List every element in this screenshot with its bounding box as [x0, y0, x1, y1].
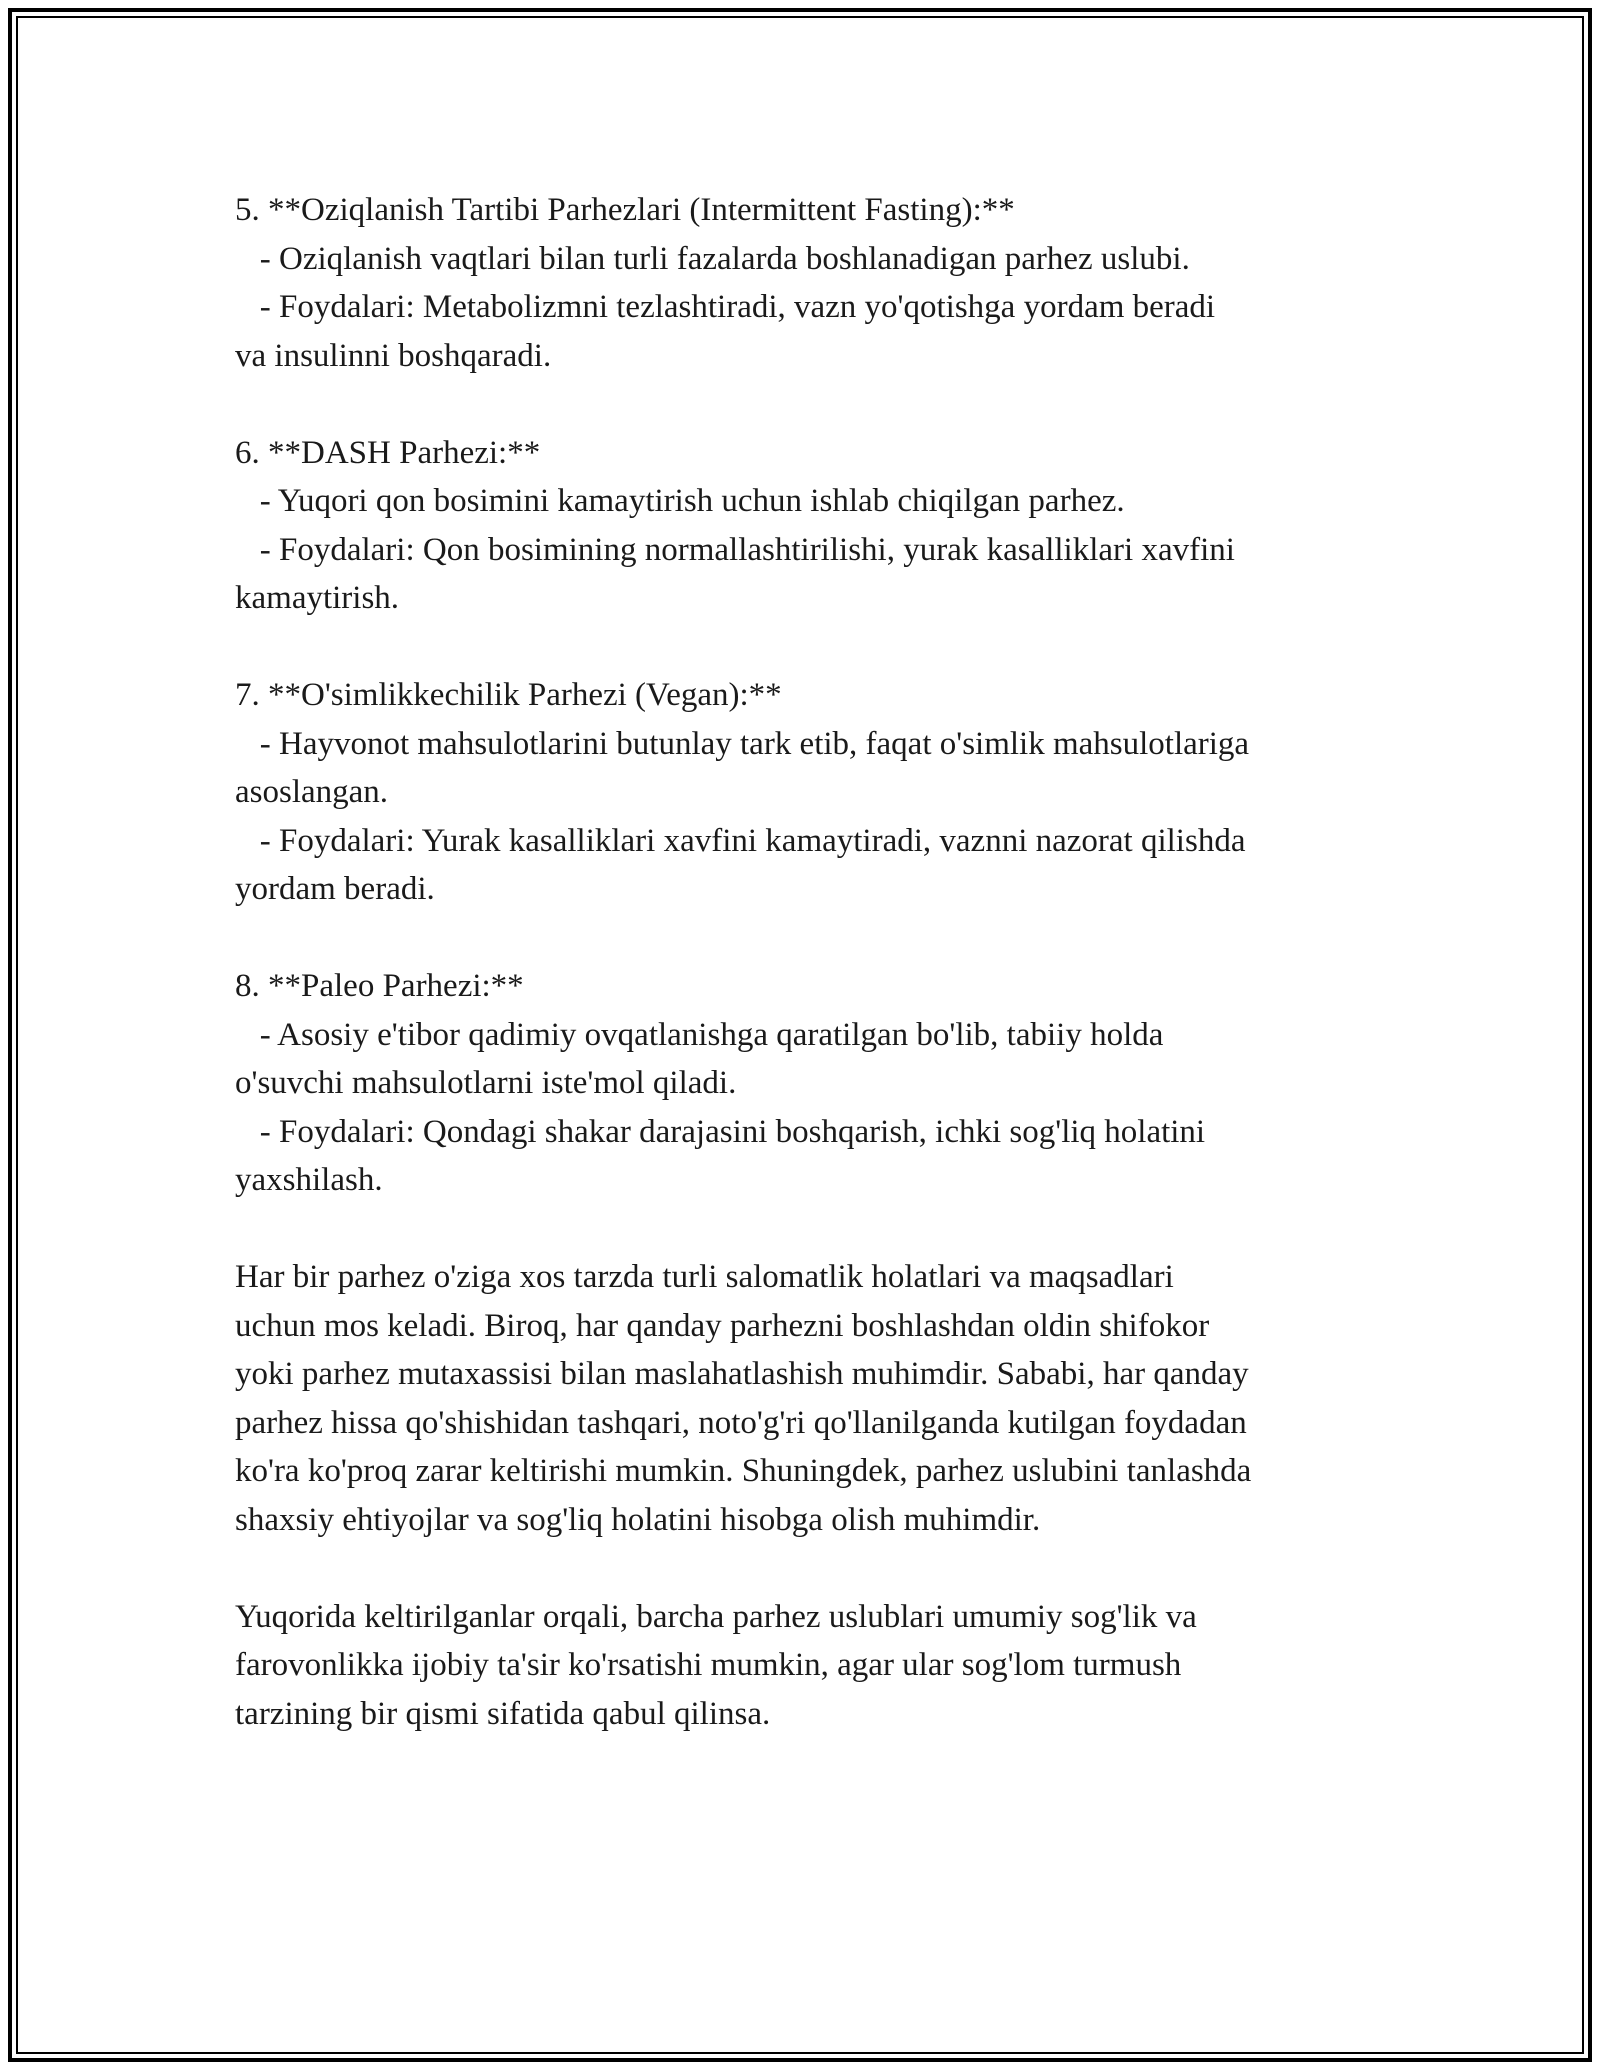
diet-benefits: - Foydalari: Qon bosimining normallashtirilishi, yurak kasalliklari xavfini	[235, 531, 1235, 568]
diet-benefits: - Foydalari: Yurak kasalliklari xavfini kamaytiradi, vaznni nazorat qilishda	[235, 822, 1246, 859]
paragraph-line: shaxsiy ehtiyojlar va sog'liq holatini hisobga olish muhimdir.	[235, 1501, 1041, 1538]
diet-description: - Hayvonot mahsulotlarini butunlay tark etib, faqat o'simlik mahsulotlariga	[235, 725, 1250, 762]
diet-description: - Asosiy e'tibor qadimiy ovqatlanishga qaratilgan bo'lib, tabiiy holda	[235, 1016, 1164, 1053]
conclusion-paragraph	[235, 1593, 1375, 1739]
document-body	[235, 186, 1375, 1787]
diet-item-5	[235, 186, 1375, 380]
diet-heading: 7. **O'simlikkechilik Parhezi (Vegan):**	[235, 677, 782, 713]
diet-benefits-continued: yaxshilash.	[235, 1162, 383, 1198]
paragraph-line: uchun mos keladi. Biroq, har qanday parhezni boshlashdan oldin shifokor	[235, 1307, 1210, 1344]
paragraph-line: tarzining bir qismi sifatida qabul qilinsa.	[235, 1695, 771, 1732]
diet-benefits: - Foydalari: Qondagi shakar darajasini boshqarish, ichki sog'liq holatini	[235, 1113, 1206, 1150]
diet-benefits: - Foydalari: Metabolizmni tezlashtiradi, vazn yo'qotishga yordam beradi	[235, 289, 1216, 325]
diet-heading: 6. **DASH Parhezi:**	[235, 434, 541, 471]
paragraph-line: ko'ra ko'proq zarar keltirishi mumkin. Shuningdek, parhez uslubini tanlashda	[235, 1453, 1252, 1489]
paragraph-line: parhez hissa qo'shishidan tashqari, noto'g'ri qo'llanilganda kutilgan foydadan	[235, 1404, 1247, 1441]
diet-heading: 8. **Paleo Parhezi:**	[235, 968, 524, 1004]
paragraph-line: farovonlikka ijobiy ta'sir ko'rsatishi mumkin, agar ular sog'lom turmush	[235, 1647, 1182, 1683]
diet-benefits-continued: yordam beradi.	[235, 871, 435, 907]
diet-description-continued: o'suvchi mahsulotlarni iste'mol qiladi.	[235, 1065, 737, 1101]
diet-description: - Yuqori qon bosimini kamaytirish uchun ishlab chiqilgan parhez.	[235, 483, 1125, 519]
diet-benefits-continued: kamaytirish.	[235, 580, 400, 616]
diet-description: - Oziqlanish vaqtlari bilan turli fazalarda boshlanadigan parhez uslubi.	[235, 240, 1190, 277]
paragraph-line: Har bir parhez o'ziga xos tarzda turli salomatlik holatlari va maqsadlari	[235, 1259, 1174, 1295]
diet-item-8	[235, 962, 1375, 1205]
diet-description-continued: asoslangan.	[235, 774, 389, 810]
diet-item-7	[235, 671, 1375, 914]
summary-paragraph	[235, 1253, 1375, 1544]
diet-item-6	[235, 429, 1375, 623]
diet-benefits-continued: va insulinni boshqaradi.	[235, 337, 552, 374]
diet-heading: 5. **Oziqlanish Tartibi Parhezlari (Intermittent Fasting):**	[235, 192, 1015, 228]
paragraph-line: yoki parhez mutaxassisi bilan maslahatlashish muhimdir. Sababi, har qanday	[235, 1356, 1249, 1392]
paragraph-line: Yuqorida keltirilganlar orqali, barcha parhez uslublari umumiy sog'lik va	[235, 1598, 1197, 1635]
